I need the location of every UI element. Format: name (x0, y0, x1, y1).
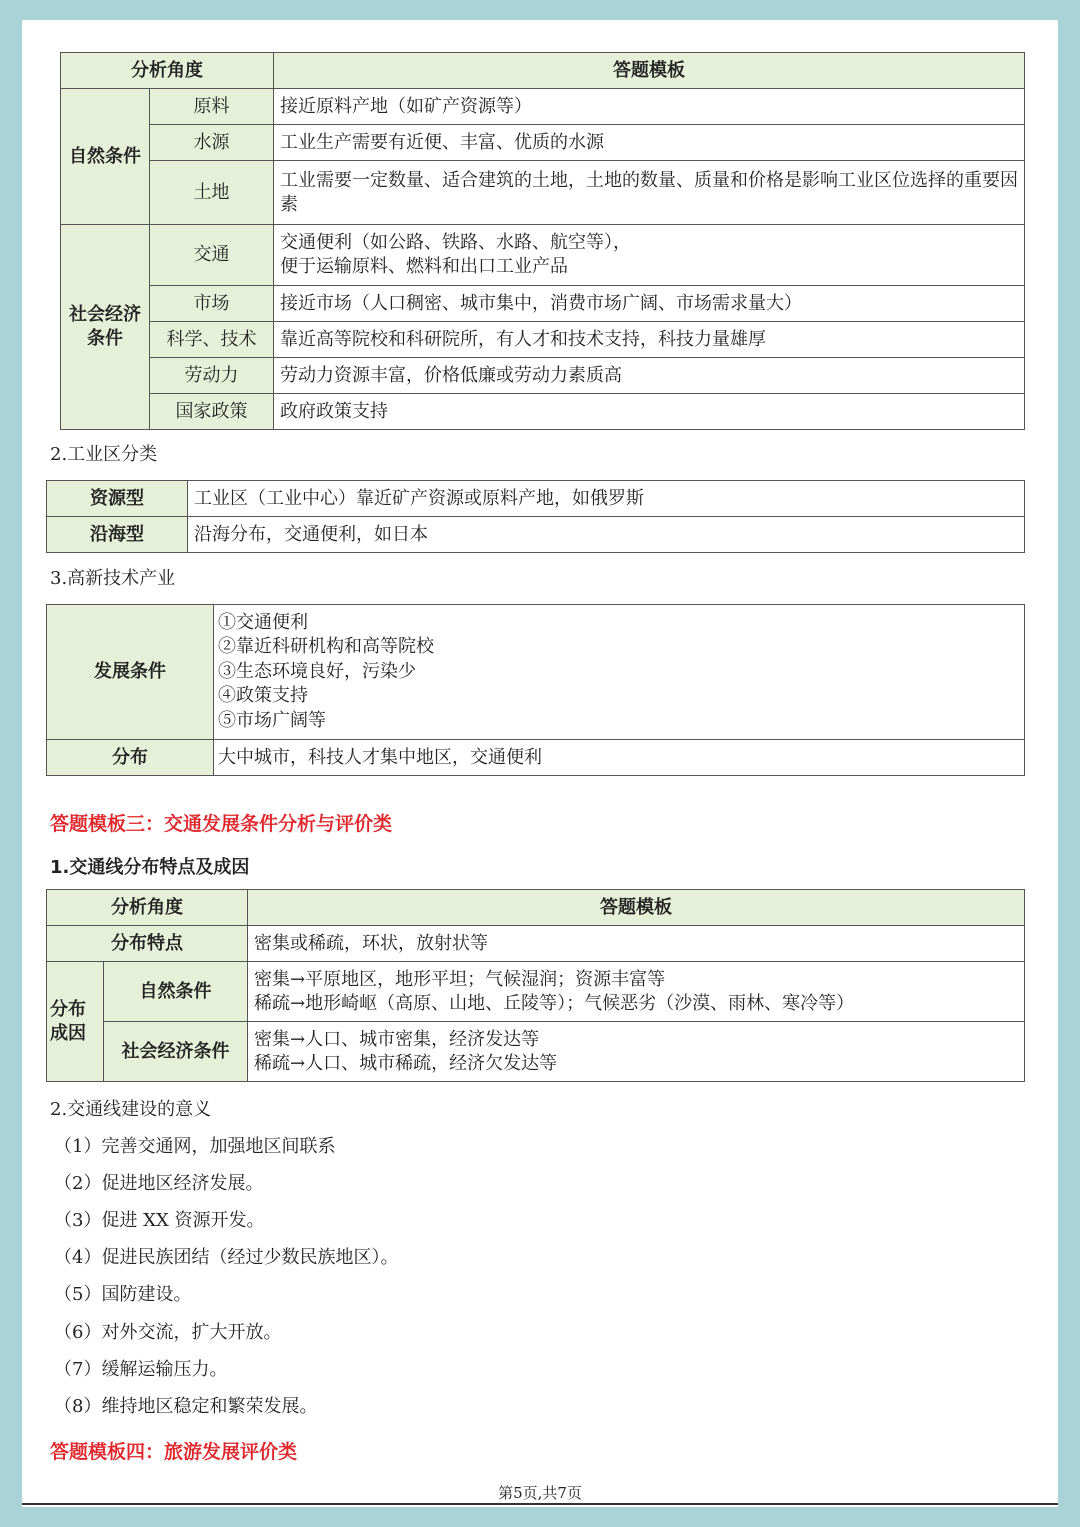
cause-line: 密集→人口、城市密集，经济发达等 (254, 1028, 540, 1050)
table-header-template: 答题模板 (248, 890, 1025, 926)
table-header-angle: 分析角度 (61, 53, 274, 89)
significance-item: （4）促进民族团结（经过少数民族地区）。 (54, 1247, 399, 1268)
table-header-template: 答题模板 (274, 53, 1025, 89)
zone-type-text: 工业区（工业中心）靠近矿产资源或原料产地，如俄罗斯 (188, 481, 1025, 517)
feature-label: 分布特点 (47, 926, 248, 962)
condition-line: ⑤市场广阔等 (218, 709, 326, 731)
cause-line: 密集→平原地区，地形平坦；气候湿润；资源丰富等 (254, 968, 666, 990)
template-cell: 接近原料产地（如矿产资源等） (274, 89, 1025, 125)
template3-subheading-distribution: 1.交通线分布特点及成因 (50, 857, 250, 878)
template-cell: 接近市场（人口稠密、城市集中，消费市场广阔、市场需求量大） (274, 286, 1025, 322)
group-label-natural: 自然条件 (61, 89, 150, 225)
cause-text (248, 962, 1025, 1022)
factor-cell: 劳动力 (150, 358, 274, 394)
cause-line: 稀疏→人口、城市稀疏，经济欠发达等 (254, 1052, 558, 1074)
template-cell: 工业生产需要有近便、丰富、优质的水源 (274, 125, 1025, 161)
zone-type-label: 资源型 (47, 481, 188, 517)
factor-cell: 市场 (150, 286, 274, 322)
significance-item: （7）缓解运输压力。 (54, 1359, 228, 1380)
document-page (22, 20, 1058, 1507)
high-tech-distribution: 大中城市，科技人才集中地区，交通便利 (214, 740, 1025, 776)
zone-type-text: 沿海分布，交通便利，如日本 (188, 517, 1025, 553)
factor-cell: 科学、技术 (150, 322, 274, 358)
factor-cell: 水源 (150, 125, 274, 161)
template3-heading: 答题模板三：交通发展条件分析与评价类 (50, 813, 393, 835)
industry-location-table (60, 52, 1025, 430)
cause-label: 分布成因 (47, 962, 104, 1082)
cause-line: 稀疏→地形崎岖（高原、山地、丘陵等）；气候恶劣（沙漠、雨林、寒冷等） (254, 992, 855, 1014)
template4-heading: 答题模板四：旅游发展评价类 (50, 1441, 298, 1463)
zone-type-label: 沿海型 (47, 517, 188, 553)
significance-item: （6）对外交流，扩大开放。 (54, 1322, 282, 1343)
group-label-socioeconomic: 社会经济条件 (61, 225, 150, 430)
factor-cell: 原料 (150, 89, 274, 125)
template-cell: 工业需要一定数量、适合建筑的土地，土地的数量、质量和价格是影响工业区位选择的重要因素 (274, 161, 1025, 225)
feature-text: 密集或稀疏，环状，放射状等 (248, 926, 1025, 962)
cause-type-label: 自然条件 (104, 962, 248, 1022)
industrial-zone-table (46, 480, 1025, 553)
cause-text (248, 1022, 1025, 1082)
template-cell: 劳动力资源丰富，价格低廉或劳动力素质高 (274, 358, 1025, 394)
section-title-high-tech: 3.高新技术产业 (50, 568, 176, 589)
condition-line: ④政策支持 (218, 685, 308, 707)
significance-item: （8）维持地区稳定和繁荣发展。 (54, 1396, 318, 1417)
template-cell: 政府政策支持 (274, 394, 1025, 430)
high-tech-label: 发展条件 (47, 605, 214, 740)
template-cell: 靠近高等院校和科研院所，有人才和技术支持，科技力量雄厚 (274, 322, 1025, 358)
high-tech-conditions (214, 605, 1025, 740)
transport-line-table (46, 889, 1025, 1082)
significance-item: （5）国防建设。 (54, 1284, 192, 1305)
significance-item: （3）促进 XX 资源开发。 (54, 1210, 265, 1231)
footer-divider (22, 1503, 1058, 1505)
significance-item: （2）促进地区经济发展。 (54, 1173, 264, 1194)
section-title-industrial-zones: 2.工业区分类 (50, 444, 158, 465)
high-tech-table (46, 604, 1025, 776)
condition-line: ①交通便利 (218, 611, 308, 633)
table-header-angle: 分析角度 (47, 890, 248, 926)
template-cell (274, 225, 1025, 286)
factor-cell: 土地 (150, 161, 274, 225)
significance-item: （1）完善交通网，加强地区间联系 (54, 1136, 336, 1157)
factor-cell: 国家政策 (150, 394, 274, 430)
high-tech-label: 分布 (47, 740, 214, 776)
condition-line: ③生态环境良好，污染少 (218, 660, 416, 682)
factor-cell: 交通 (150, 225, 274, 286)
template-line: 交通便利（如公路、铁路、水路、航空等）， (280, 232, 631, 253)
cause-type-label: 社会经济条件 (104, 1022, 248, 1082)
template3-subheading-significance: 2.交通线建设的意义 (50, 1099, 212, 1120)
template-line: 便于运输原料、燃料和出口工业产品 (280, 256, 568, 277)
page-number: 第5页,共7页 (498, 1484, 582, 1502)
condition-line: ②靠近科研机构和高等院校 (218, 636, 434, 658)
